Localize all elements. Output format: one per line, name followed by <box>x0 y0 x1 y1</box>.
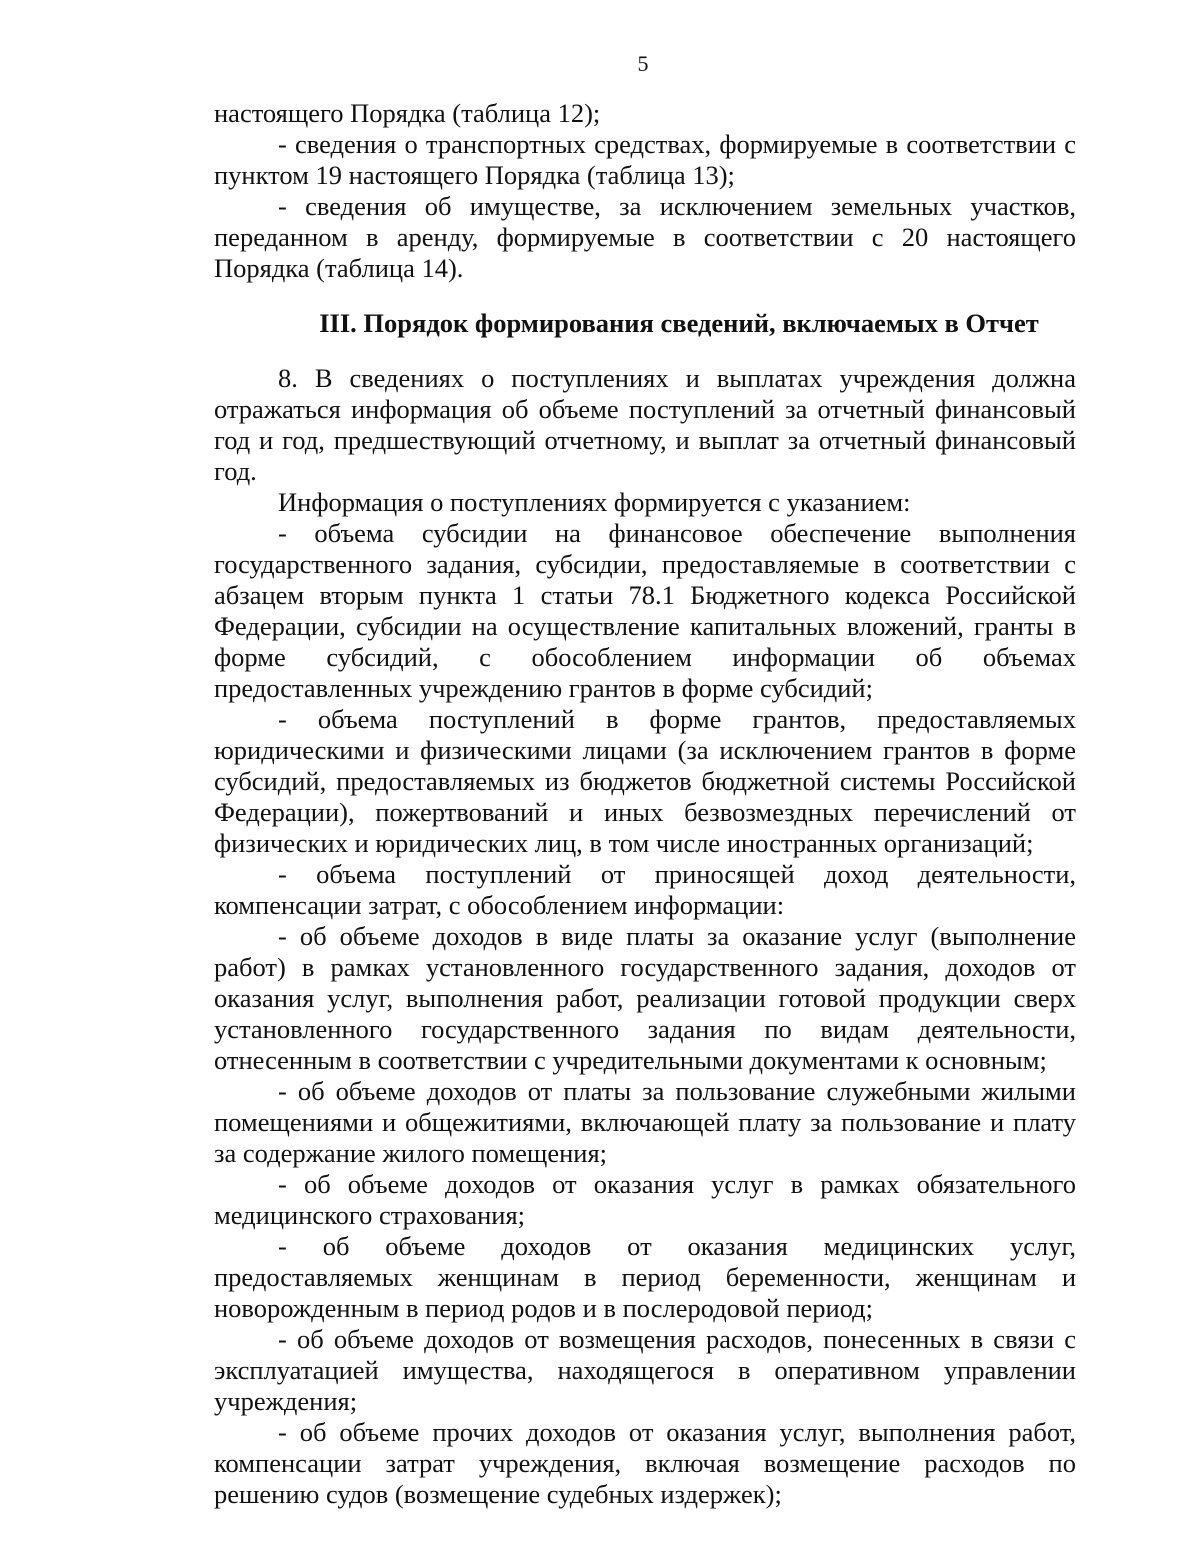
paragraph: - об объеме доходов от оказания медицинских услуг, предоставляемых женщинам в период беременности, женщинам и новорожденным в период родов и в послеродовой период; <box>214 1231 1076 1323</box>
paragraph: настоящего Порядка (таблица 12); <box>214 98 601 128</box>
page-number: 5 <box>637 51 649 76</box>
section-heading: III. Порядок формирования сведений, включаемых в Отчет <box>319 308 1039 338</box>
paragraph: 8. В сведениях о поступлениях и выплатах учреждения должна отражаться информация об объеме поступлений за отчетный финансовый год и год, предшествующий отчетному, и выплат за отчетный финансовый год. <box>214 363 1076 486</box>
paragraph: - об объеме доходов от возмещения расходов, понесенных в связи с эксплуатацией имущества, находящегося в оперативном управлении учреждения; <box>214 1324 1076 1416</box>
paragraph: - сведения о транспортных средствах, формируемые в соответствии с пунктом 19 настоящего Порядка (таблица 13); <box>214 129 1076 190</box>
paragraph: - об объеме доходов от оказания услуг в рамках обязательного медицинского страхования; <box>214 1169 1076 1230</box>
paragraph: - объема поступлений от приносящей доход деятельности, компенсации затрат, с обособлением информации: <box>214 859 1076 920</box>
document-body <box>214 98 1076 1510</box>
paragraph: - сведения об имуществе, за исключением земельных участков, переданном в аренду, формируемые в соответствии с 20 настоящего Порядка (таблица 14). <box>214 191 1076 283</box>
paragraph: Информация о поступлениях формируется с указанием: <box>278 487 911 517</box>
paragraph: - об объеме доходов от платы за пользование служебными жилыми помещениями и общежитиями, включающей плату за пользование и плату за содержание жилого помещения; <box>214 1076 1076 1168</box>
paragraph: - объема субсидии на финансовое обеспечение выполнения государственного задания, субсидии, предоставляемые в соответствии с абзацем вторым пункта 1 статьи 78.1 Бюджетного кодекса Российской Федерации, субсидии на осуществление капитальных вложений, гранты в форме субсидий, с обособлением информации об объемах предоставленных учреждению грантов в форме субсидий; <box>214 518 1076 703</box>
paragraph: - объема поступлений в форме грантов, предоставляемых юридическими и физическими лицами (за исключением грантов в форме субсидий, предоставляемых из бюджетов бюджетной системы Российской Федерации), пожертвований и иных безвозмездных перечислений от физических и юридических лиц, в том числе иностранных организаций; <box>214 704 1076 858</box>
paragraph: - об объеме прочих доходов от оказания услуг, выполнения работ, компенсации затрат учреждения, включая возмещение расходов по решению судов (возмещение судебных издержек); <box>214 1417 1076 1509</box>
paragraph: - об объеме доходов в виде платы за оказание услуг (выполнение работ) в рамках установленного государственного задания, доходов от оказания услуг, выполнения работ, реализации готовой продукции сверх установленного государственного задания по видам деятельности, отнесенным в соответствии с учредительными документами к основным; <box>214 921 1076 1075</box>
